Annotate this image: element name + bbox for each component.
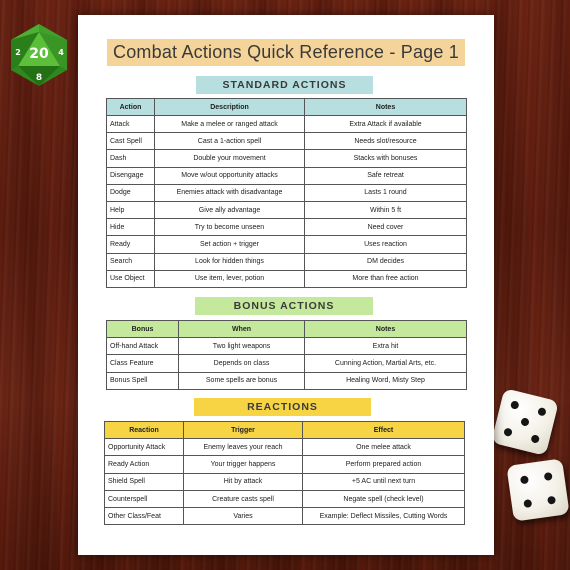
table-row xyxy=(107,184,467,201)
table-cell: Move w/out opportunity attacks xyxy=(155,167,305,184)
column-header: Reaction xyxy=(105,422,184,439)
column-header: Notes xyxy=(305,99,467,116)
table-cell: Extra hit xyxy=(305,338,467,355)
bonus-actions-heading: BONUS ACTIONS xyxy=(195,297,373,315)
table-row xyxy=(105,456,465,473)
table-row xyxy=(107,236,467,253)
table-cell: Needs slot/resource xyxy=(305,133,467,150)
table-cell: Opportunity Attack xyxy=(105,439,184,456)
d20-side-number: 8 xyxy=(35,73,43,83)
table-header-row xyxy=(105,422,465,439)
standard-actions-heading: STANDARD ACTIONS xyxy=(196,76,373,94)
table-cell: Shield Spell xyxy=(105,473,184,490)
table-cell: Stacks with bonuses xyxy=(305,150,467,167)
table-cell: Two light weapons xyxy=(179,338,305,355)
table-cell: Dash xyxy=(107,150,155,167)
table-row xyxy=(105,490,465,507)
table-row xyxy=(105,508,465,525)
table-cell: Use item, lever, potion xyxy=(155,270,305,287)
table-cell: Bonus Spell xyxy=(107,372,179,389)
table-row xyxy=(105,439,465,456)
table-cell: Counterspell xyxy=(105,490,184,507)
table-cell: Hit by attack xyxy=(184,473,303,490)
table-cell: Negate spell (check level) xyxy=(303,490,465,507)
table-cell: Depends on class xyxy=(179,355,305,372)
table-cell: Dodge xyxy=(107,184,155,201)
table-cell: Ready Action xyxy=(105,456,184,473)
table-row xyxy=(107,133,467,150)
d20-die-icon xyxy=(6,22,72,88)
table-header-row xyxy=(107,99,467,116)
table-row xyxy=(107,167,467,184)
bonus-actions-table xyxy=(106,320,467,390)
table-cell: Uses reaction xyxy=(305,236,467,253)
table-cell: Double your movement xyxy=(155,150,305,167)
table-cell: Try to become unseen xyxy=(155,219,305,236)
table-cell: Extra Attack if available xyxy=(305,116,467,133)
table-row xyxy=(107,201,467,218)
reactions-heading: REACTIONS xyxy=(194,398,371,416)
table-cell: Class Feature xyxy=(107,355,179,372)
table-row xyxy=(107,219,467,236)
page-title: Combat Actions Quick Reference - Page 1 xyxy=(107,39,465,66)
table-row xyxy=(107,270,467,287)
table-cell: Ready xyxy=(107,236,155,253)
column-header: Trigger xyxy=(184,422,303,439)
table-cell: Creature casts spell xyxy=(184,490,303,507)
table-cell: +5 AC until next turn xyxy=(303,473,465,490)
d20-face-number: 20 xyxy=(29,46,49,62)
d20-side-number: 4 xyxy=(58,48,64,57)
table-cell: Some spells are bonus xyxy=(179,372,305,389)
column-header: Bonus xyxy=(107,321,179,338)
column-header: Notes xyxy=(305,321,467,338)
table-cell: Off-hand Attack xyxy=(107,338,179,355)
table-row xyxy=(105,473,465,490)
table-cell: Varies xyxy=(184,508,303,525)
reference-sheet xyxy=(78,15,494,555)
table-cell: Give ally advantage xyxy=(155,201,305,218)
table-cell: Help xyxy=(107,201,155,218)
table-cell: Lasts 1 round xyxy=(305,184,467,201)
table-cell: Your trigger happens xyxy=(184,456,303,473)
table-cell: More than free action xyxy=(305,270,467,287)
six-sided-die-icon xyxy=(506,458,569,521)
table-cell: Use Object xyxy=(107,270,155,287)
table-row xyxy=(107,338,467,355)
table-cell: Cast a 1-action spell xyxy=(155,133,305,150)
standard-actions-table xyxy=(106,98,467,288)
table-cell: Healing Word, Misty Step xyxy=(305,372,467,389)
table-cell: Safe retreat xyxy=(305,167,467,184)
table-cell: Other Class/Feat xyxy=(105,508,184,525)
table-row xyxy=(107,150,467,167)
table-cell: One melee attack xyxy=(303,439,465,456)
table-row xyxy=(107,372,467,389)
table-cell: Make a melee or ranged attack xyxy=(155,116,305,133)
table-cell: Attack xyxy=(107,116,155,133)
table-cell: Need cover xyxy=(305,219,467,236)
table-cell: Look for hidden things xyxy=(155,253,305,270)
table-cell: Example: Deflect Missiles, Cutting Words xyxy=(303,508,465,525)
six-sided-die-icon xyxy=(491,388,559,456)
column-header: When xyxy=(179,321,305,338)
reactions-table xyxy=(104,421,465,525)
table-row xyxy=(107,253,467,270)
column-header: Action xyxy=(107,99,155,116)
table-cell: Hide xyxy=(107,219,155,236)
table-cell: Cunning Action, Martial Arts, etc. xyxy=(305,355,467,372)
column-header: Effect xyxy=(303,422,465,439)
column-header: Description xyxy=(155,99,305,116)
table-row xyxy=(107,116,467,133)
table-cell: DM decides xyxy=(305,253,467,270)
table-cell: Set action + trigger xyxy=(155,236,305,253)
d20-side-number: 2 xyxy=(15,48,21,57)
table-header-row xyxy=(107,321,467,338)
table-cell: Enemy leaves your reach xyxy=(184,439,303,456)
table-cell: Within 5 ft xyxy=(305,201,467,218)
table-cell: Search xyxy=(107,253,155,270)
table-cell: Perform prepared action xyxy=(303,456,465,473)
table-cell: Disengage xyxy=(107,167,155,184)
table-cell: Enemies attack with disadvantage xyxy=(155,184,305,201)
table-cell: Cast Spell xyxy=(107,133,155,150)
table-row xyxy=(107,355,467,372)
